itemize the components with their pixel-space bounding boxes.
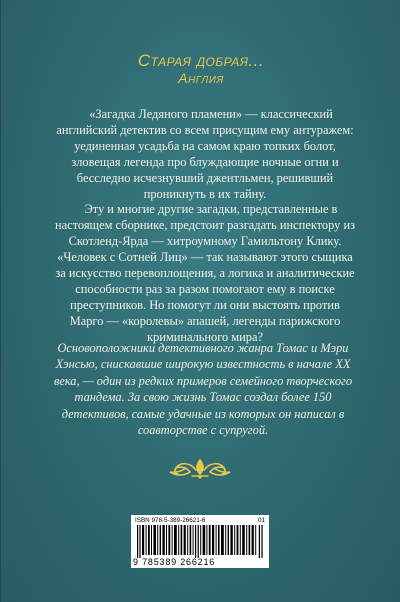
barcode-digits: 9 785389 266216 [133,557,216,567]
series-title-line2: Англия [178,70,224,86]
ornament-icon [166,456,234,480]
isbn-addon: 01 [257,517,265,524]
blurb [55,107,355,346]
authors-note: Основоположники детективного жанра Томас и Мэри Хэнсью, снискавшие широкую известность в начале XX века, — один из редких примеров семейного творческого тандема. За свою жизнь Томас создал более 150 детективов, самые удачные из которых он написал в соавторстве с супругой. [53,341,353,438]
barcode-bars [137,525,263,558]
series-title-line1: Старая добрая... [137,51,265,70]
blurb-paragraph: «Загадка Ледяного пламени» — классический английский детектив со всем присущим ему антуражем: уединенная усадьба на самом краю топких болот, зловещая легенда про блуждающие ночные огни и бесследно исчезнувший джентльмен, решивший проникнуть в их тайну. [56,107,354,201]
series-title [1,52,400,86]
barcode-label [131,515,269,568]
isbn-text: ISBN 978-5-389-26621-6 [135,517,206,524]
blurb-paragraph: Эту и многие другие загадки, представленные в настоящем сборнике, предстоит разгадать инспектору из Скотленд-Ярда — хитроумному Гамильтону Клику. «Человек с Сотней Лиц» — так называют этого сыщика за искусство перевоплощения, а логика и аналитические способности раз за разом помогают ему в поиске преступников. Но помогут ли они выстоять против Марго — «королевы» апашей, легенды парижского криминального мира? [55,202,355,344]
